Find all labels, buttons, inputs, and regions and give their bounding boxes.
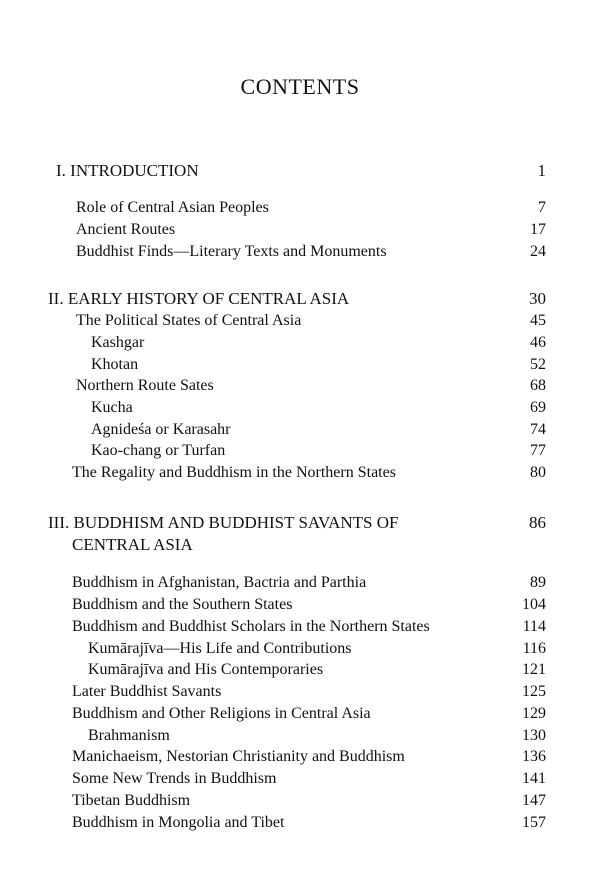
toc-entry-page: 1	[537, 161, 546, 180]
toc-entry-label: Kucha	[91, 399, 133, 416]
toc-entry	[0, 160, 600, 182]
toc-entry	[0, 419, 600, 441]
toc-entry	[0, 812, 600, 834]
toc-entry-label: The Regality and Buddhism in the Northern States	[72, 464, 396, 481]
toc-entry-page: 121	[522, 661, 546, 678]
toc-entry	[0, 288, 600, 310]
toc-entry	[0, 616, 600, 638]
toc-entry	[0, 354, 600, 376]
toc-entry-label: Buddhism and Other Religions in Central Asia	[72, 705, 371, 722]
toc-entry-label: Buddhism and the Southern States	[72, 596, 293, 613]
toc-entry	[0, 512, 600, 534]
toc-entry-page: 74	[530, 421, 546, 438]
toc-entry-label: Buddhism in Mongolia and Tibet	[72, 814, 285, 831]
toc-entry-label: Kashgar	[91, 334, 145, 351]
toc-entry-label: Tibetan Buddhism	[72, 792, 191, 809]
toc-entry	[0, 219, 600, 241]
toc-entry-page: 7	[538, 199, 546, 216]
toc-entry-label: Kumārajīva and His Contemporaries	[88, 661, 324, 678]
toc-entry-page: 52	[530, 356, 546, 373]
toc-entry-label: Buddhism in Afghanistan, Bactria and Parthia	[72, 574, 367, 591]
toc-entry	[0, 197, 600, 219]
toc-entry	[0, 241, 600, 263]
toc-entry-page: 80	[530, 464, 546, 481]
toc-entry-label: The Political States of Central Asia	[76, 312, 302, 329]
toc-entry	[0, 746, 600, 768]
toc-entry-label: Northern Route Sates	[76, 377, 214, 394]
toc-entry-page: 125	[522, 683, 546, 700]
toc-entry-label: Buddhism and Buddhist Scholars in the Northern States	[72, 618, 430, 635]
toc-entry-page: 104	[522, 596, 546, 613]
toc-entry-page: 30	[529, 289, 546, 308]
toc-entry	[0, 572, 600, 594]
toc-entry	[0, 638, 600, 660]
toc-entry-page: 141	[522, 770, 546, 787]
toc-entry-page: 68	[530, 377, 546, 394]
toc-entry	[0, 332, 600, 354]
toc-entry-page: 24	[530, 243, 546, 260]
toc-entry-page: 77	[530, 442, 546, 459]
toc-entry	[0, 397, 600, 419]
toc-entry-label: Some New Trends in Buddhism	[72, 770, 277, 787]
toc-entry-page: 46	[530, 334, 546, 351]
toc-entry	[0, 703, 600, 725]
toc-entry	[0, 310, 600, 332]
toc-entry-page: 69	[530, 399, 546, 416]
toc-entry	[0, 681, 600, 703]
page-title: CONTENTS	[240, 74, 360, 99]
toc-entry-page: 86	[529, 513, 546, 532]
toc-entry-page: 45	[530, 312, 546, 329]
toc-entry-page: 157	[522, 814, 546, 831]
toc-entry-page: 89	[530, 574, 546, 591]
toc-entry-label: Kumārajīva—His Life and Contributions	[88, 640, 352, 657]
toc-entry-label: I. INTRODUCTION	[56, 161, 199, 180]
toc-entry-label: CENTRAL ASIA	[72, 535, 193, 554]
toc-entry	[0, 659, 600, 681]
toc-entry-label: Khotan	[91, 356, 139, 373]
toc-entry-page: 129	[522, 705, 546, 722]
toc-entry-label: Buddhist Finds—Literary Texts and Monuments	[76, 243, 387, 260]
toc-entry	[0, 534, 600, 556]
toc-entry-page: 147	[522, 792, 546, 809]
toc-entry	[0, 462, 600, 484]
toc-entry	[0, 594, 600, 616]
toc-entry-label: Kao-chang or Turfan	[91, 442, 226, 459]
toc-entry	[0, 790, 600, 812]
toc-entry-label: Manichaeism, Nestorian Christianity and Buddhism	[72, 748, 405, 765]
toc-entry-page: 114	[522, 618, 546, 635]
toc-entry	[0, 440, 600, 462]
toc-entry-label: Brahmanism	[88, 727, 170, 744]
toc-entry-label: Role of Central Asian Peoples	[76, 199, 269, 216]
toc-entry	[0, 375, 600, 397]
toc-entry-page: 17	[530, 221, 546, 238]
toc-entry	[0, 768, 600, 790]
toc-entry-page: 116	[522, 640, 546, 657]
toc-entry-page: 130	[522, 727, 546, 744]
toc-entry-label: III. BUDDHISM AND BUDDHIST SAVANTS OF	[48, 513, 399, 532]
toc-entry-label: Agnideśa or Karasahr	[91, 421, 231, 438]
toc-entry-label: II. EARLY HISTORY OF CENTRAL ASIA	[48, 289, 350, 308]
toc-entry-page: 136	[522, 748, 546, 765]
toc-entry-label: Ancient Routes	[76, 221, 176, 238]
toc-entry-label: Later Buddhist Savants	[72, 683, 222, 700]
toc-entry	[0, 725, 600, 747]
